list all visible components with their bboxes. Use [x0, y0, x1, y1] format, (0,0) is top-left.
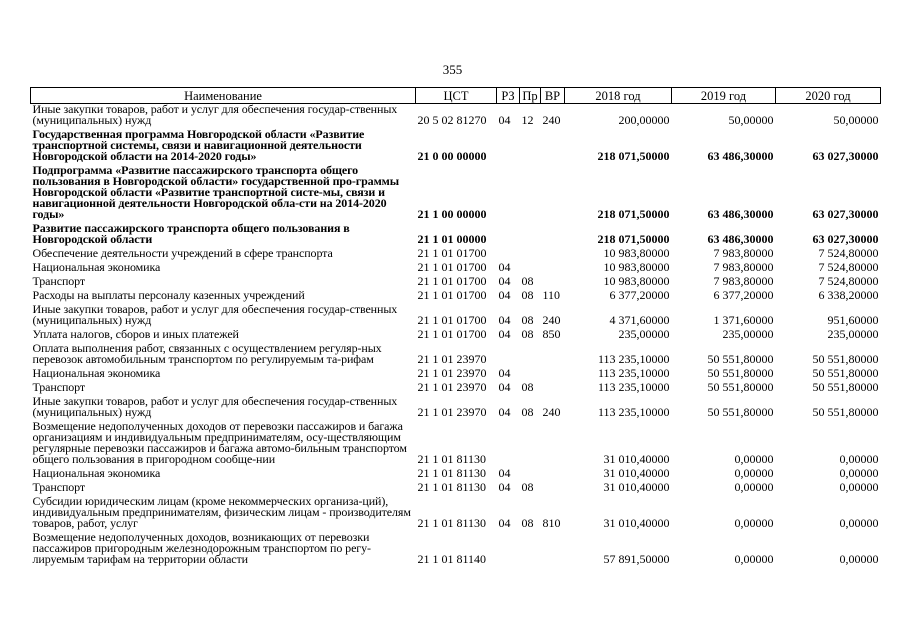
cell-vr: 850: [542, 327, 561, 341]
cell-name: Иные закупки товаров, работ и услуг для обеспечения государ-ственных (муниципальных) нужд: [32, 394, 398, 419]
cell-rz: [497, 418, 520, 465]
cell-name: Уплата налогов, сборов и иных платежей: [32, 327, 239, 341]
cell-cst: 21 1 01 00000: [417, 232, 487, 246]
table-row: [31, 529, 881, 565]
cell-cst: 21 1 01 23970: [417, 380, 487, 394]
cell-2020: 50 551,80000: [812, 366, 879, 380]
cell-2020: 951,60000: [827, 313, 879, 327]
cell-2018: 113 235,10000: [597, 352, 670, 366]
cell-pr: [520, 245, 541, 259]
cell-2018: 218 071,50000: [597, 207, 670, 221]
cell-vr: [541, 220, 565, 245]
cell-2018: 218 071,50000: [597, 149, 670, 163]
cell-cst: 21 1 01 23970: [417, 352, 487, 366]
cell-pr: [520, 220, 541, 245]
cell-2019: 63 486,30000: [707, 149, 774, 163]
cell-name: Национальная экономика: [32, 366, 161, 380]
cell-name: Транспорт: [32, 274, 86, 288]
cell-pr: 08: [521, 480, 534, 494]
cell-rz: 04: [498, 466, 511, 480]
header-2019: 2019 год: [672, 88, 776, 104]
cell-rz: [497, 220, 520, 245]
cell-2019: 50 551,80000: [707, 405, 774, 419]
cell-pr: 08: [521, 274, 534, 288]
cell-2019: 63 486,30000: [707, 232, 774, 246]
page-number: 355: [442, 62, 463, 77]
table-row: [31, 479, 881, 493]
cell-cst: 21 1 01 23970: [417, 405, 487, 419]
cell-cst: 21 1 01 81130: [417, 466, 487, 480]
cell-rz: 04: [498, 480, 511, 494]
cell-pr: [520, 340, 541, 365]
cell-2019: 0,00000: [734, 516, 774, 530]
cell-rz: [497, 126, 520, 162]
cell-rz: 04: [498, 405, 511, 419]
cell-pr: [520, 529, 541, 565]
table-row: [31, 162, 881, 220]
cell-2020: 235,00000: [827, 327, 879, 341]
cell-2020: 63 027,30000: [812, 149, 879, 163]
cell-pr: 12: [521, 113, 534, 127]
cell-name: Иные закупки товаров, работ и услуг для обеспечения государ-ственных (муниципальных) нужд: [32, 102, 398, 127]
table-row: [31, 301, 881, 326]
cell-2020: 6 338,20000: [818, 288, 879, 302]
cell-2019: 50,00000: [728, 113, 774, 127]
cell-2018: 31 010,40000: [603, 466, 670, 480]
cell-rz: [497, 162, 520, 220]
cell-rz: 04: [498, 260, 511, 274]
cell-2018: 6 377,20000: [609, 288, 670, 302]
table-row: [31, 465, 881, 479]
cell-rz: 04: [498, 327, 511, 341]
cell-2020: 0,00000: [839, 516, 879, 530]
cell-name: Транспорт: [32, 380, 86, 394]
cell-name: Национальная экономика: [32, 466, 161, 480]
cell-2020: 7 524,80000: [818, 246, 879, 260]
cell-2019: 1 371,60000: [713, 313, 774, 327]
cell-vr: 810: [542, 516, 561, 530]
cell-rz: 04: [498, 516, 511, 530]
cell-name: Иные закупки товаров, работ и услуг для обеспечения государ-ственных (муниципальных) нужд: [32, 302, 398, 327]
cell-name: Развитие пассажирского транспорта общего пользования в Новгородской области: [32, 221, 350, 246]
budget-table: [30, 87, 881, 565]
cell-2019: 6 377,20000: [713, 288, 774, 302]
table-row: [31, 287, 881, 301]
cell-2020: 7 524,80000: [818, 260, 879, 274]
cell-name: Оплата выполнения работ, связанных с осуществлением регуляр-ных перевозок автомобильным транспортом по регулируемым та-рифам: [32, 341, 382, 366]
cell-2018: 235,00000: [618, 327, 670, 341]
cell-2019: 7 983,80000: [713, 246, 774, 260]
cell-name: Транспорт: [32, 480, 86, 494]
cell-2019: 7 983,80000: [713, 274, 774, 288]
cell-2018: 10 983,80000: [603, 246, 670, 260]
cell-2020: 0,00000: [839, 480, 879, 494]
cell-vr: [541, 529, 565, 565]
cell-2018: 10 983,80000: [603, 260, 670, 274]
cell-2018: 113 235,10000: [597, 380, 670, 394]
cell-2020: 50 551,80000: [812, 380, 879, 394]
table-row: [31, 326, 881, 340]
cell-vr: [541, 418, 565, 465]
cell-vr: [541, 245, 565, 259]
cell-2020: 50 551,80000: [812, 352, 879, 366]
cell-2018: 113 235,10000: [597, 366, 670, 380]
cell-cst: 21 1 01 23970: [417, 366, 487, 380]
cell-2019: 7 983,80000: [713, 260, 774, 274]
cell-2020: 0,00000: [839, 552, 879, 566]
cell-pr: [520, 365, 541, 379]
header-pr: Пр: [520, 88, 541, 104]
cell-cst: 21 1 01 81130: [417, 516, 487, 530]
table-row: [31, 340, 881, 365]
cell-rz: [497, 245, 520, 259]
cell-pr: 08: [521, 288, 534, 302]
cell-2018: 57 891,50000: [603, 552, 670, 566]
cell-vr: [541, 379, 565, 393]
cell-vr: [541, 126, 565, 162]
table-row: [31, 365, 881, 379]
cell-vr: [541, 259, 565, 273]
cell-2018: 200,00000: [618, 113, 670, 127]
cell-cst: 21 1 01 81140: [417, 552, 487, 566]
cell-cst: 21 0 00 00000: [417, 149, 487, 163]
header-2020: 2020 год: [776, 88, 881, 104]
table-row: [31, 393, 881, 418]
cell-cst: 20 5 02 81270: [417, 113, 487, 127]
cell-2019: 0,00000: [734, 466, 774, 480]
cell-rz: 04: [498, 274, 511, 288]
cell-name: Расходы на выплаты персоналу казенных учреждений: [32, 288, 305, 302]
cell-cst: 21 1 01 81130: [417, 480, 487, 494]
cell-rz: 04: [498, 380, 511, 394]
cell-vr: [541, 465, 565, 479]
cell-cst: 21 1 01 01700: [417, 246, 487, 260]
cell-2019: 50 551,80000: [707, 352, 774, 366]
cell-name: Обеспечение деятельности учреждений в сфере транспорта: [32, 246, 333, 260]
cell-vr: [541, 365, 565, 379]
cell-2020: 0,00000: [839, 452, 879, 466]
cell-pr: [520, 259, 541, 273]
cell-2020: 63 027,30000: [812, 207, 879, 221]
cell-pr: 08: [521, 313, 534, 327]
cell-cst: 21 1 01 01700: [417, 327, 487, 341]
cell-2020: 0,00000: [839, 466, 879, 480]
cell-rz: [497, 340, 520, 365]
table-row: [31, 418, 881, 465]
cell-pr: 08: [521, 380, 534, 394]
cell-2018: 113 235,10000: [597, 405, 670, 419]
cell-vr: [541, 273, 565, 287]
cell-rz: [497, 529, 520, 565]
table-row: [31, 259, 881, 273]
cell-pr: [520, 162, 541, 220]
cell-2019: 50 551,80000: [707, 380, 774, 394]
cell-pr: [520, 418, 541, 465]
header-name: Наименование: [31, 88, 416, 104]
table-row: [31, 104, 881, 127]
cell-pr: 08: [521, 405, 534, 419]
cell-rz: 04: [498, 366, 511, 380]
cell-vr: 110: [542, 288, 561, 302]
cell-vr: 240: [542, 405, 561, 419]
header-cst: ЦСТ: [416, 88, 497, 104]
cell-name: Возмещение недополученных доходов, возникающих от перевозки пассажиров пригородным железнодорожным транспортом по регу-лируемым тарифам на территории области: [32, 530, 371, 566]
cell-2019: 63 486,30000: [707, 207, 774, 221]
cell-2018: 218 071,50000: [597, 232, 670, 246]
cell-vr: [541, 479, 565, 493]
cell-name: Государственная программа Новгородской области «Развитие транспортной системы, связи и навигационной деятельности Новгородской области на 2014-2020 годы»: [32, 127, 365, 163]
cell-pr: [520, 465, 541, 479]
cell-2020: 50 551,80000: [812, 405, 879, 419]
header-vr: ВР: [541, 88, 565, 104]
cell-2018: 31 010,40000: [603, 452, 670, 466]
cell-name: Национальная экономика: [32, 260, 161, 274]
cell-name: Субсидии юридическим лицам (кроме некоммерческих организа-ций), индивидуальным предпринимателям, физическим лицам - производителям товаров, работ, услуг: [32, 494, 411, 530]
cell-cst: 21 1 01 01700: [417, 260, 487, 274]
table-row: [31, 245, 881, 259]
table-row: [31, 379, 881, 393]
cell-2019: 0,00000: [734, 552, 774, 566]
cell-2018: 4 371,60000: [609, 313, 670, 327]
cell-vr: 240: [542, 313, 561, 327]
cell-cst: 21 1 01 81130: [417, 452, 487, 466]
cell-cst: 21 1 01 01700: [417, 288, 487, 302]
table-body: [31, 104, 881, 566]
cell-vr: [541, 340, 565, 365]
table-row: [31, 126, 881, 162]
cell-rz: 04: [498, 313, 511, 327]
cell-2019: 0,00000: [734, 452, 774, 466]
cell-2020: 50,00000: [833, 113, 879, 127]
table-row: [31, 220, 881, 245]
cell-2019: 235,00000: [722, 327, 774, 341]
cell-2018: 10 983,80000: [603, 274, 670, 288]
cell-2019: 0,00000: [734, 480, 774, 494]
table-row: [31, 493, 881, 529]
cell-cst: 21 1 01 01700: [417, 274, 487, 288]
cell-cst: 21 1 00 00000: [417, 207, 487, 221]
table-row: [31, 273, 881, 287]
cell-vr: [541, 162, 565, 220]
header-2018: 2018 год: [565, 88, 672, 104]
cell-2019: 50 551,80000: [707, 366, 774, 380]
cell-rz: 04: [498, 288, 511, 302]
cell-rz: 04: [498, 113, 511, 127]
cell-cst: 21 1 01 01700: [417, 313, 487, 327]
cell-pr: 08: [521, 516, 534, 530]
cell-pr: 08: [521, 327, 534, 341]
cell-name: Возмещение недополученных доходов от перевозки пассажиров и багажа организациям и индивидуальным предпринимателям, осу-ществляющим регулярные перевозки пассажиров и багажа автомо-бильным транспортом общего пользования в пригородном сообще-нии: [32, 419, 407, 466]
cell-name: Подпрограмма «Развитие пассажирского транспорта общего пользования в Новгородской области» государственной про-граммы Новгородской области «Развитие транспортной систе-мы, связи и навигационной деятельности Новгородской обла-сти на 2014-2020 годы»: [32, 163, 399, 221]
header-rz: РЗ: [497, 88, 520, 104]
cell-vr: 240: [542, 113, 561, 127]
cell-2018: 31 010,40000: [603, 480, 670, 494]
cell-2018: 31 010,40000: [603, 516, 670, 530]
cell-pr: [520, 126, 541, 162]
cell-2020: 63 027,30000: [812, 232, 879, 246]
cell-2020: 7 524,80000: [818, 274, 879, 288]
